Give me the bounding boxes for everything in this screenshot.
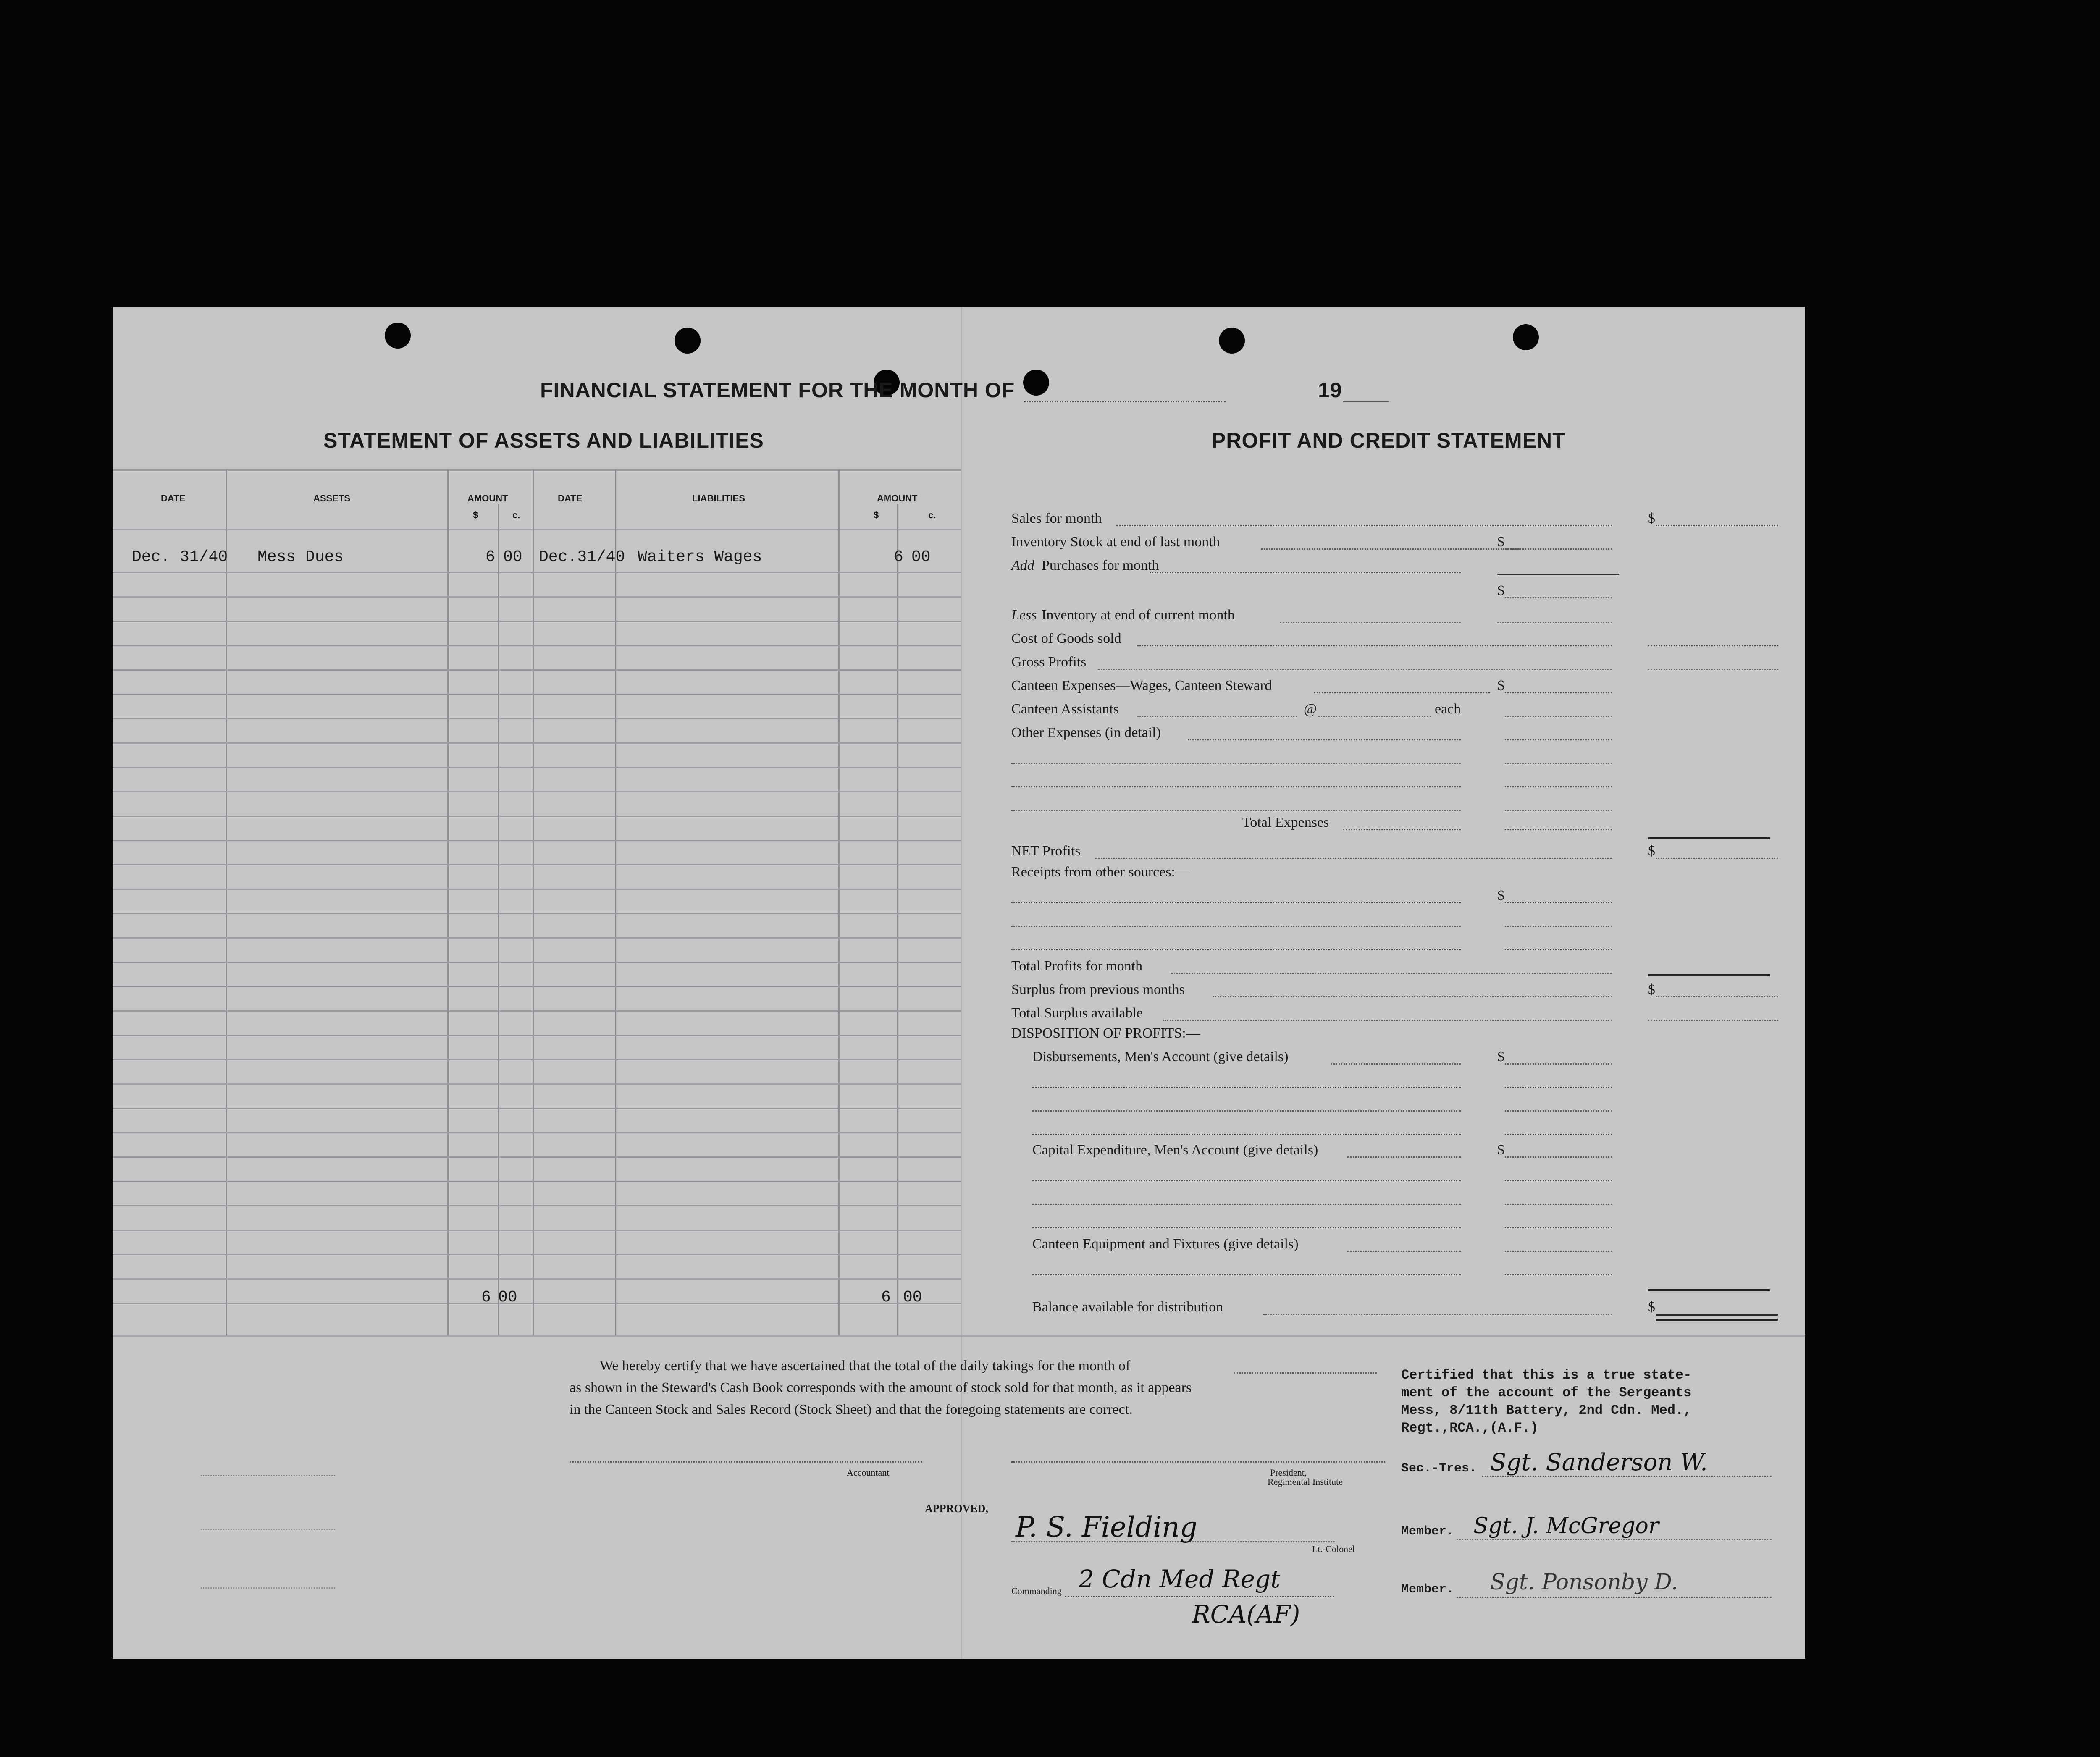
leader [1343,829,1461,830]
amount-line [1505,1251,1612,1252]
leader [1150,572,1461,573]
punch-hole [385,323,411,349]
ledger-row-line [113,864,961,865]
ledger-row-line [113,1205,961,1206]
header-dollar-2: $ [874,510,879,520]
assets-liabilities-heading: STATEMENT OF ASSETS AND LIABILITIES [323,429,764,452]
col-divider [498,504,499,1335]
ledger-row-line [113,791,961,792]
amount-line [1648,645,1778,646]
dollar-sign: $ [1497,583,1504,598]
amount-line [1505,949,1612,950]
leader [1098,669,1612,670]
amount-line [1505,810,1612,811]
leader [1213,996,1612,997]
leader [1095,858,1612,859]
ledger-header-border [113,529,961,530]
president-label: President, [1270,1467,1307,1478]
commanding-line [1065,1596,1334,1597]
profit-credit-heading: PROFIT AND CREDIT STATEMENT [1212,429,1566,452]
double-rule [1656,1319,1778,1321]
ledger-row-line [113,937,961,939]
less-label: Less [1011,607,1037,623]
amount-line [1648,669,1778,670]
amount-line [1505,739,1612,740]
ledger-row-line [113,816,961,817]
punch-hole [1219,328,1245,354]
ledger-row-line [113,986,961,987]
amount-line [1497,622,1612,623]
form-title: FINANCIAL STATEMENT FOR THE MONTH OF [540,378,1015,402]
header-cents-2: c. [928,510,936,520]
commanding-label: Commanding [1011,1586,1062,1596]
detail-line [1011,810,1461,811]
member-signature-line [1457,1539,1772,1540]
balance-label: Balance available for distribution [1032,1299,1223,1315]
ledger-row-line [113,596,961,598]
disposition-label: DISPOSITION OF PROFITS:— [1011,1025,1200,1041]
ledger-row-line [113,767,961,768]
detail-line [1032,1227,1461,1228]
leader [1261,548,1520,550]
header-date: DATE [161,493,186,503]
amount-line [1656,858,1778,859]
ledger-row-line [113,1230,961,1231]
faint-line [201,1587,335,1589]
faint-line [201,1529,335,1530]
header-assets: ASSETS [313,493,351,503]
year-blank [1343,401,1389,402]
double-rule [1656,1314,1778,1316]
month-blank [1234,1372,1377,1374]
amount-line [1505,902,1612,903]
sales-label: Sales for month [1011,511,1102,526]
capital-expenditure-label: Capital Expenditure, Men's Account (give details) [1032,1142,1318,1158]
canteen-expenses-label: Canteen Expenses—Wages, Canteen Steward [1011,678,1272,693]
ledger-row-line [113,1059,961,1060]
ledger-row-line [113,1156,961,1158]
amount-line [1505,1156,1612,1158]
ledger-row-line [113,572,961,573]
ledger-row-line [113,1010,961,1012]
purchases-label: Purchases for month [1042,558,1159,573]
accountant-label: Accountant [847,1467,890,1478]
sec-treasurer-label: Sec.-Tres. [1401,1461,1477,1476]
ledger-row-line [113,1254,961,1255]
detail-line [1032,1204,1461,1205]
ledger-row-line [113,913,961,914]
commanding-unit-2: RCA(AF) [1192,1600,1300,1629]
ledger-row-line [113,1132,961,1133]
commanding-unit: 2 Cdn Med Regt [1079,1565,1281,1593]
approver-signature: P. S. Fielding [1016,1511,1197,1543]
ledger-row-line [113,1303,961,1304]
typed-cert-line-2: ment of the account of the Sergeants [1401,1385,1692,1400]
amount-line [1505,597,1612,598]
sum-rule [1648,974,1770,976]
total-expenses-label: Total Expenses [1242,815,1329,830]
total-surplus-label: Total Surplus available [1011,1005,1143,1021]
ledger-bottom-border [113,1335,1805,1337]
leader [1137,716,1297,717]
cost-goods-label: Cost of Goods sold [1011,631,1121,646]
inventory-current-label: Inventory at end of current month [1042,607,1235,623]
secretary-signature: Sgt. Sanderson W. [1490,1449,1708,1476]
dollar-sign: $ [1497,1049,1504,1065]
member-label-1: Member. [1401,1524,1454,1539]
amount-line [1505,548,1612,550]
detail-line [1032,1274,1461,1275]
header-amount-2: AMOUNT [877,493,918,503]
leader [1314,692,1490,693]
ledger-row-line [113,1278,961,1280]
amount-line [1505,1087,1612,1088]
leader [1188,739,1461,740]
leader [1263,1314,1612,1315]
ledger-row-line [113,962,961,963]
add-label: Add [1011,558,1034,573]
ledger-top-border [113,469,961,471]
typed-cert-line-3: Mess, 8/11th Battery, 2nd Cdn. Med., [1401,1403,1692,1418]
ledger-row-line [113,1108,961,1109]
cert-line-2: as shown in the Steward's Cash Book corresponds with the amount of stock sold for that month, as it appears [570,1380,1192,1395]
amount-line [1505,1274,1612,1275]
dollar-sign: $ [1497,534,1504,550]
dollar-sign: $ [1648,843,1655,859]
dollar-sign: $ [1497,678,1504,693]
ledger-row-line [113,1083,961,1085]
header-dollar: $ [473,510,478,520]
detail-line [1011,763,1461,764]
amount-line [1505,829,1612,830]
ledger-row-line [113,889,961,890]
assets-total-dollars: 6 [481,1288,491,1306]
at-sign: @ [1304,701,1317,717]
disbursements-label: Disbursements, Men's Account (give details) [1032,1049,1289,1065]
net-profits-label: NET Profits [1011,843,1081,859]
accountant-signature-line [570,1461,922,1463]
sum-rule [1497,574,1619,575]
asset-date: Dec. 31/40 [132,548,228,566]
punch-hole [1023,370,1049,396]
cert-line-1: We hereby certify that we have ascertained that the total of the daily takings for the month of [600,1358,1131,1374]
amount-line [1505,716,1612,717]
detail-line [1011,949,1461,950]
amount-line [1505,786,1612,787]
leader [1331,1063,1461,1065]
institute-label: Regimental Institute [1268,1476,1343,1487]
typed-cert-line-4: Regt.,RCA.,(A.F.) [1401,1420,1538,1436]
leader [1163,1020,1612,1021]
leader [1280,622,1461,623]
amount-line [1505,1180,1612,1181]
amount-line [1505,1063,1612,1065]
amount-line [1505,763,1612,764]
header-liabilities: LIABILITIES [692,493,745,503]
detail-line [1032,1180,1461,1181]
inventory-last-label: Inventory Stock at end of last month [1011,534,1220,550]
amount-line [1505,926,1612,927]
lt-colonel-label: Lt.-Colonel [1312,1544,1355,1554]
header-cents: c. [512,510,520,520]
member-label-2: Member. [1401,1582,1454,1597]
amount-line [1656,996,1778,997]
detail-line [1011,786,1461,787]
month-blank [1024,401,1226,402]
center-fold [961,307,962,1659]
dollar-sign: $ [1497,1142,1504,1158]
detail-line [1032,1134,1461,1135]
amount-line [1656,525,1778,526]
amount-line [1505,1110,1612,1112]
canteen-assistants-label: Canteen Assistants [1011,701,1119,717]
asset-dollars: 6 [486,548,495,566]
sum-rule [1648,1289,1770,1291]
leader [1116,525,1612,526]
asset-cents: 00 [503,548,522,566]
other-expenses-label: Other Expenses (in detail) [1011,725,1161,740]
ledger-row-line [113,742,961,744]
liability-date: Dec.31/40 [539,548,625,566]
detail-line [1032,1110,1461,1112]
ledger-row-line [113,1181,961,1182]
amount-line [1648,1020,1778,1021]
president-signature-line [1011,1461,1385,1463]
year-prefix: 19 [1318,378,1342,402]
ledger-row-line [113,621,961,622]
detail-line [1011,926,1461,927]
each-label: each [1435,701,1461,717]
typed-cert-line-1: Certified that this is a true state- [1401,1367,1692,1383]
leader [1171,973,1612,974]
leader [1137,645,1612,646]
dollar-sign: $ [1648,1299,1655,1315]
liability-cents: 00 [911,548,931,566]
member-1-signature: Sgt. J. McGregor [1473,1513,1659,1539]
sum-rule [1648,837,1770,839]
ledger-row-line [113,645,961,646]
member-signature-line [1457,1597,1772,1598]
amount-line [1505,1227,1612,1228]
ledger-row-line [113,840,961,841]
ledger-row-line [113,669,961,671]
header-date-2: DATE [558,493,583,503]
total-profits-label: Total Profits for month [1011,958,1143,974]
punch-hole [1513,324,1539,350]
liabilities-total-cents: 00 [903,1288,922,1306]
liability-description: Waiters Wages [638,548,762,566]
faint-line [201,1475,335,1476]
ledger-row-line [113,694,961,695]
gross-profits-label: Gross Profits [1011,654,1087,670]
cert-line-3: in the Canteen Stock and Sales Record (Stock Sheet) and that the foregoing statements are correct. [570,1402,1133,1417]
leader [1347,1251,1461,1252]
member-2-signature: Sgt. Ponsonby D. [1490,1570,1678,1595]
approved-label: APPROVED, [925,1503,988,1515]
header-amount: AMOUNT [467,493,508,503]
dollar-sign: $ [1648,511,1655,526]
leader [1318,716,1431,717]
receipts-label: Receipts from other sources:— [1011,864,1189,880]
ledger-row-line [113,718,961,719]
financial-statement-form [113,307,1805,1659]
amount-line [1505,1134,1612,1135]
dollar-sign: $ [1497,888,1504,903]
detail-line [1032,1087,1461,1088]
amount-line [1505,692,1612,693]
ledger-row-line [113,1035,961,1036]
canteen-equipment-label: Canteen Equipment and Fixtures (give details) [1032,1236,1299,1252]
surplus-previous-label: Surplus from previous months [1011,982,1185,997]
assets-total-cents: 00 [498,1288,517,1306]
dollar-sign: $ [1648,982,1655,997]
amount-line [1505,1204,1612,1205]
liability-dollars: 6 [894,548,903,566]
detail-line [1011,902,1461,903]
punch-hole [675,328,701,354]
leader [1347,1156,1461,1158]
liabilities-total-dollars: 6 [881,1288,891,1306]
col-divider [897,504,898,1335]
asset-description: Mess Dues [257,548,344,566]
